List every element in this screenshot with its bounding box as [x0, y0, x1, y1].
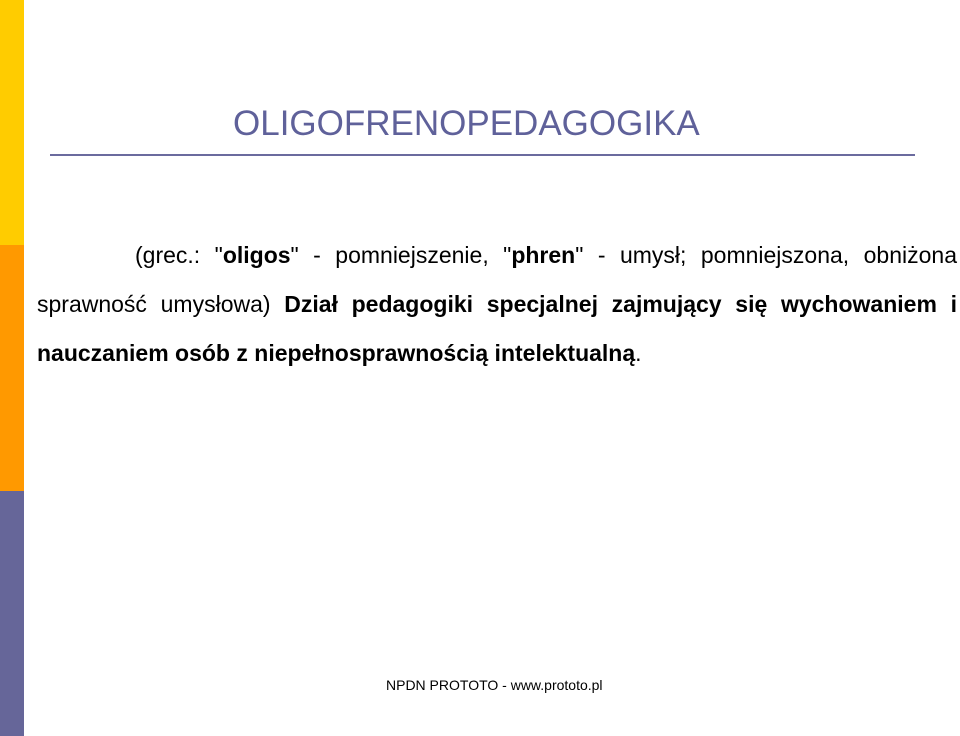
slide-title: OLIGOFRENOPEDAGOGIKA: [233, 104, 700, 143]
body-run: (grec.: ": [135, 242, 223, 268]
body-run-bold: Dział pedagogiki specjalnej zajmujący się wychowaniem i nauczaniem osób z niepełnosprawnością intelektualną: [37, 291, 957, 366]
side-bar-segment-yellow: [0, 0, 24, 245]
side-accent-bar: [0, 0, 24, 736]
body-run: " - umysł; pomniejszona, obniżona sprawność umysłowa): [37, 242, 957, 317]
body-run-bold: oligos: [222, 242, 291, 268]
body-run-bold: phren: [511, 242, 576, 268]
body-run: " - pomniejszenie, ": [290, 242, 512, 268]
side-bar-segment-purple: [0, 491, 24, 736]
slide-body: [37, 231, 957, 378]
slide-footer: NPDN PROTOTO - www.prototo.pl: [386, 677, 603, 693]
body-run: .: [635, 340, 642, 366]
title-underline: [50, 154, 915, 156]
side-bar-segment-orange: [0, 245, 24, 491]
